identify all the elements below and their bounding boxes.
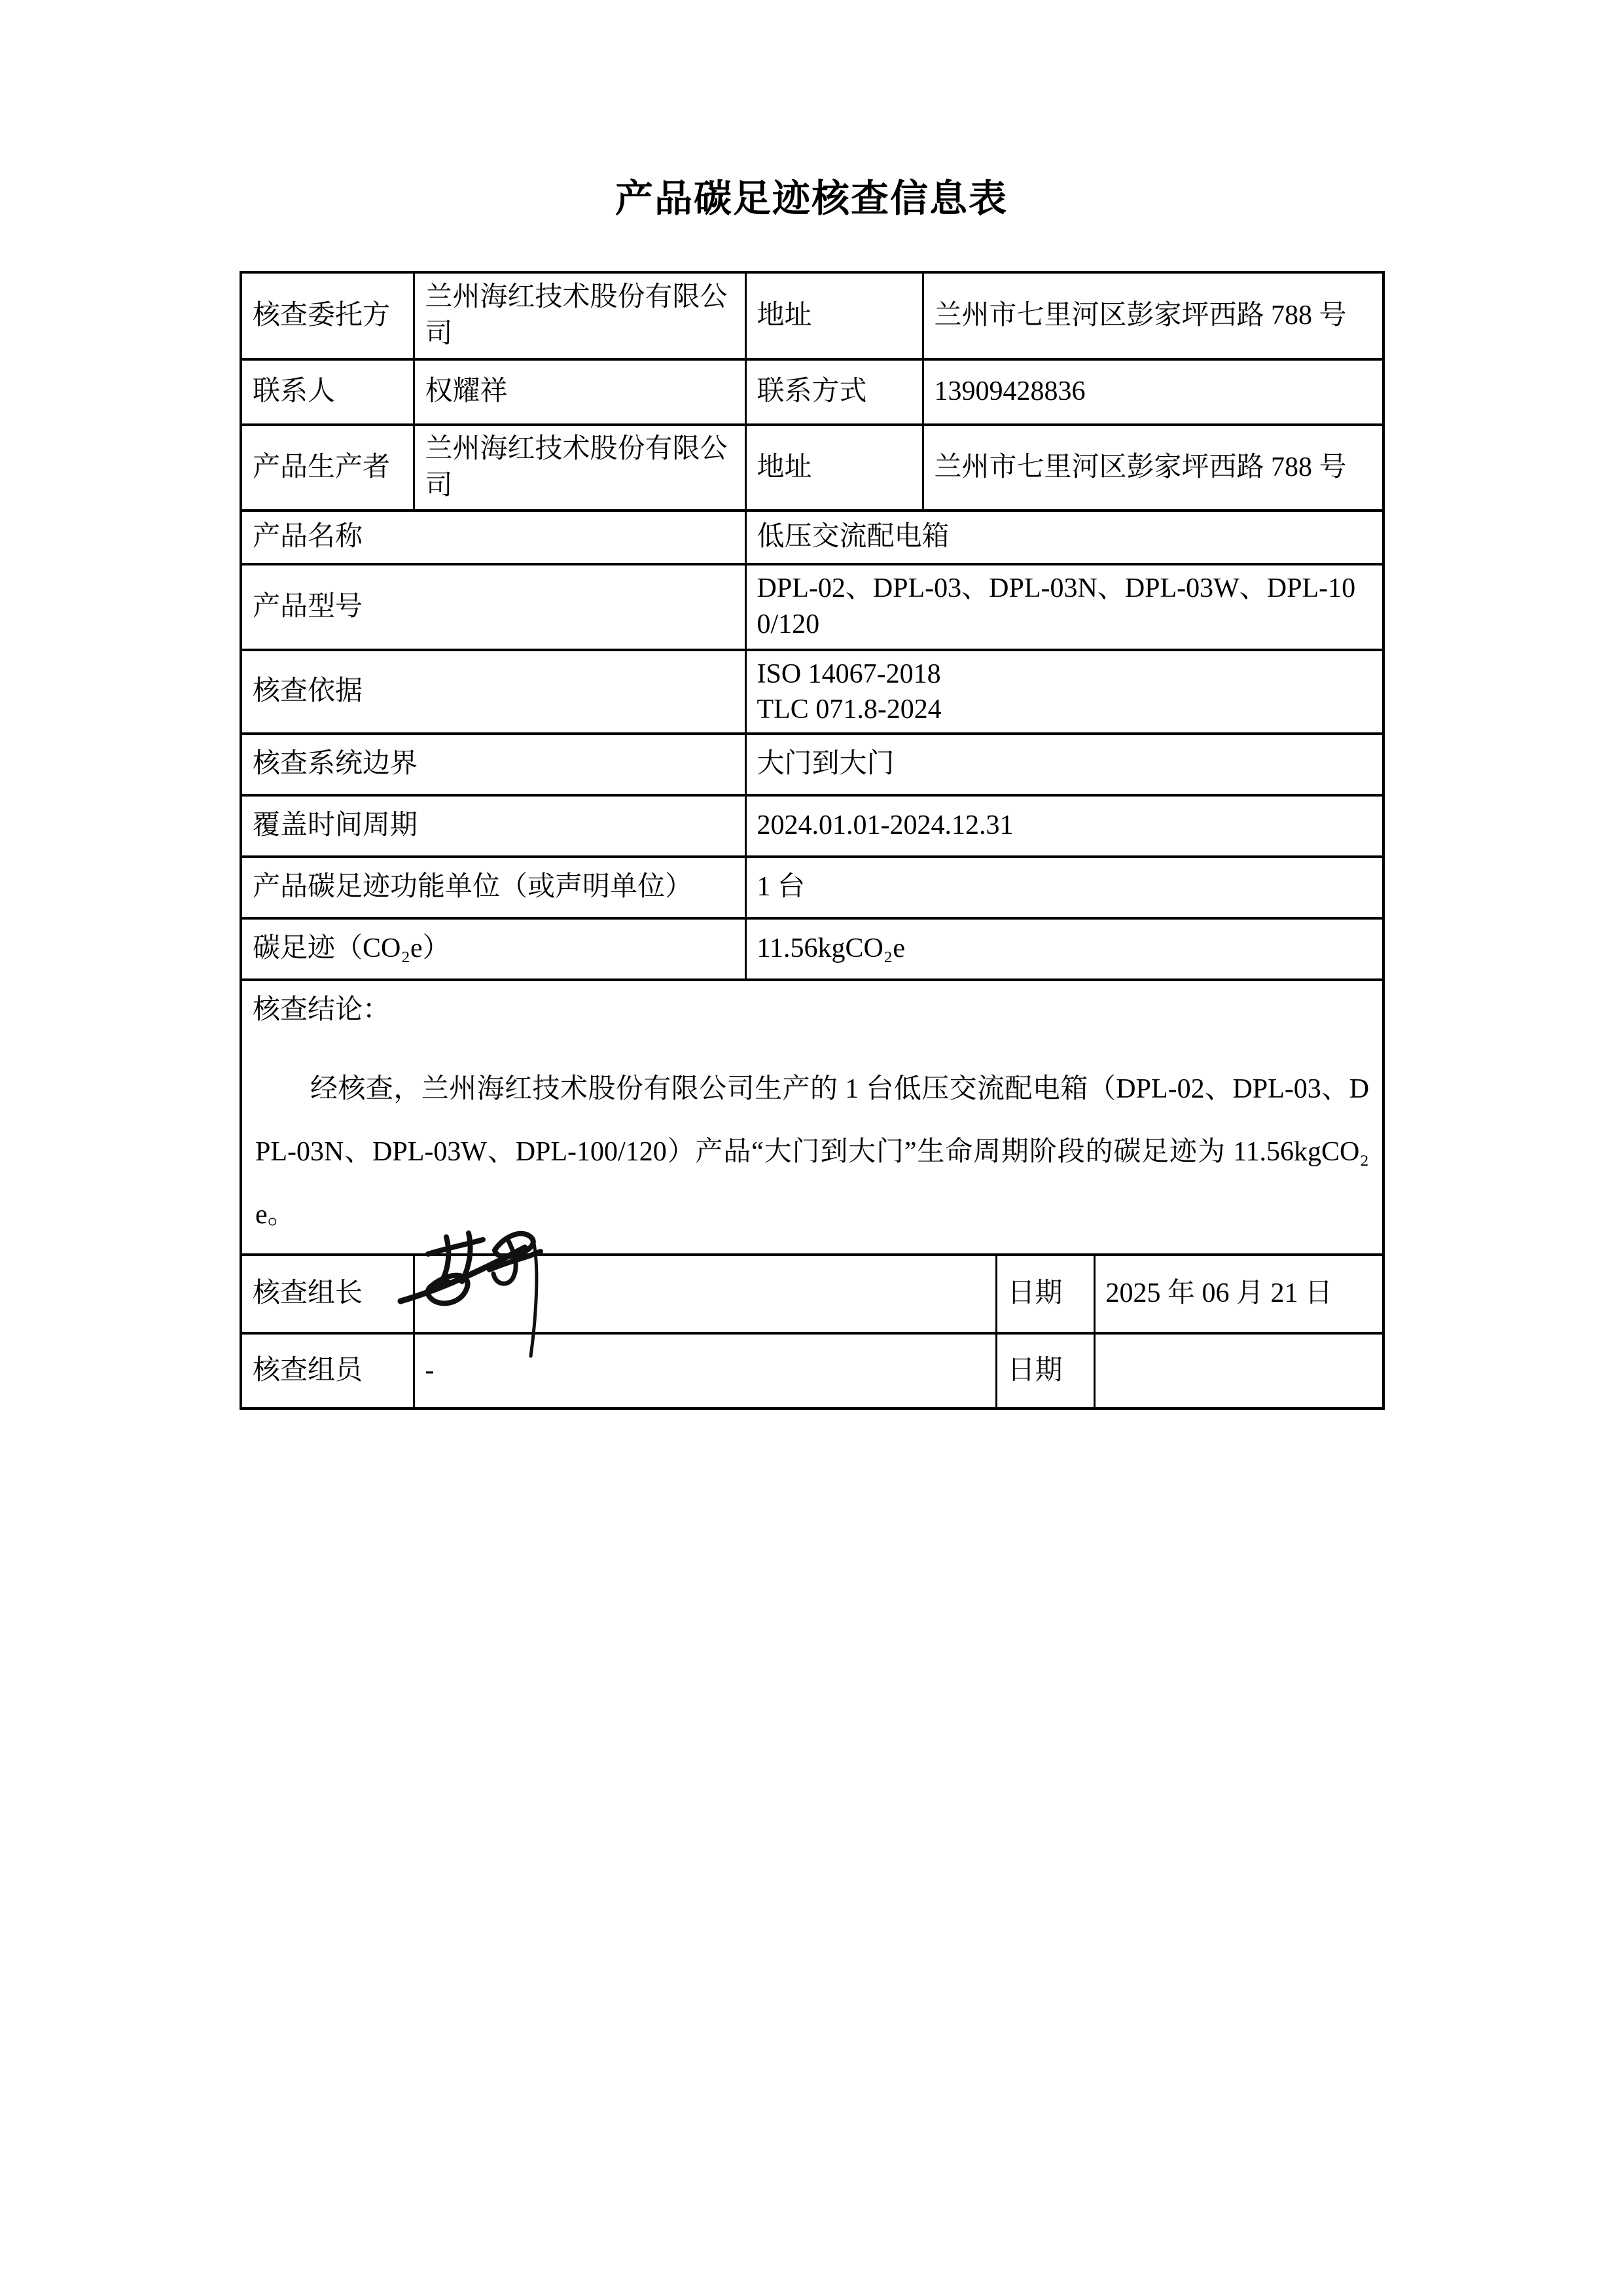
producer-label: 产品生产者 <box>241 425 414 511</box>
table-row-contact <box>241 359 1383 425</box>
functional-unit-label: 产品碳足迹功能单位（或声明单位） <box>241 857 745 918</box>
product-model-value: DPL-02、DPL-03、DPL-03N、DPL-03W、DPL-100/120 <box>745 564 1383 650</box>
product-name-value: 低压交流配电箱 <box>745 511 1383 564</box>
table-row-carbon-footprint <box>241 918 1383 980</box>
producer-value: 兰州海红技术股份有限公司 <box>414 425 745 511</box>
verification-basis-value <box>745 650 1383 734</box>
contact-method-label: 联系方式 <box>745 359 923 425</box>
time-period-value: 2024.01.01-2024.12.31 <box>745 795 1383 857</box>
producer-address-label: 地址 <box>745 425 923 511</box>
table-row-functional-unit <box>241 857 1383 918</box>
table-row-producer <box>241 425 1383 511</box>
conclusion-cell <box>241 980 1383 1255</box>
time-period-label: 覆盖时间周期 <box>241 795 745 857</box>
commissioner-value: 兰州海红技术股份有限公司 <box>414 272 745 359</box>
table-row-conclusion <box>241 980 1383 1255</box>
commissioner-address-value: 兰州市七里河区彭家坪西路 788 号 <box>923 272 1383 359</box>
product-name-label: 产品名称 <box>241 511 745 564</box>
functional-unit-value: 1 台 <box>745 857 1383 918</box>
table-row-product-model <box>241 564 1383 650</box>
system-boundary-label: 核查系统边界 <box>241 734 745 795</box>
team-leader-date-value: 2025 年 06 月 21 日 <box>1094 1255 1383 1333</box>
table-row-product-name <box>241 511 1383 564</box>
table-row-team-member <box>241 1333 1383 1408</box>
verification-basis-line1: ISO 14067-2018 <box>757 658 941 689</box>
verification-basis-line2: TLC 071.8-2024 <box>757 694 942 725</box>
conclusion-body: 经核查，兰州海红技术股份有限公司生产的 1 台低压交流配电箱（DPL-02、DPL-03、DPL-03N、DPL-03W、DPL-100/120）产品“大门到大门”生命周期阶段的碳足迹为 11.56kgCO₂e。 <box>255 1073 1370 1230</box>
producer-address-value: 兰州市七里河区彭家坪西路 788 号 <box>923 425 1383 511</box>
team-leader-signature-cell <box>414 1255 996 1333</box>
verification-basis-label: 核查依据 <box>241 650 745 734</box>
contact-value: 权耀祥 <box>414 359 745 425</box>
team-member-signature-cell: - <box>414 1333 996 1408</box>
team-member-label: 核查组员 <box>241 1333 414 1408</box>
table-row-system-boundary <box>241 734 1383 795</box>
table-row-verification-basis <box>241 650 1383 734</box>
table-row-team-leader <box>241 1255 1383 1333</box>
team-member-date-label: 日期 <box>996 1333 1094 1408</box>
conclusion-heading: 核查结论： <box>253 995 391 1026</box>
carbon-footprint-value: 11.56kgCO₂e <box>745 918 1383 980</box>
page-title: 产品碳足迹核查信息表 <box>615 177 1008 220</box>
system-boundary-value: 大门到大门 <box>745 734 1383 795</box>
table-row-commissioner <box>241 272 1383 359</box>
product-model-label: 产品型号 <box>241 564 745 650</box>
team-member-date-value <box>1094 1333 1383 1408</box>
team-leader-label: 核查组长 <box>241 1255 414 1333</box>
table-row-time-period <box>241 795 1383 857</box>
contact-label: 联系人 <box>241 359 414 425</box>
team-leader-date-label: 日期 <box>996 1255 1094 1333</box>
commissioner-label: 核查委托方 <box>241 272 414 359</box>
commissioner-address-label: 地址 <box>745 272 923 359</box>
contact-method-value: 13909428836 <box>923 359 1383 425</box>
carbon-footprint-label: 碳足迹（CO₂e） <box>241 918 745 980</box>
carbon-footprint-info-table <box>240 271 1385 1410</box>
